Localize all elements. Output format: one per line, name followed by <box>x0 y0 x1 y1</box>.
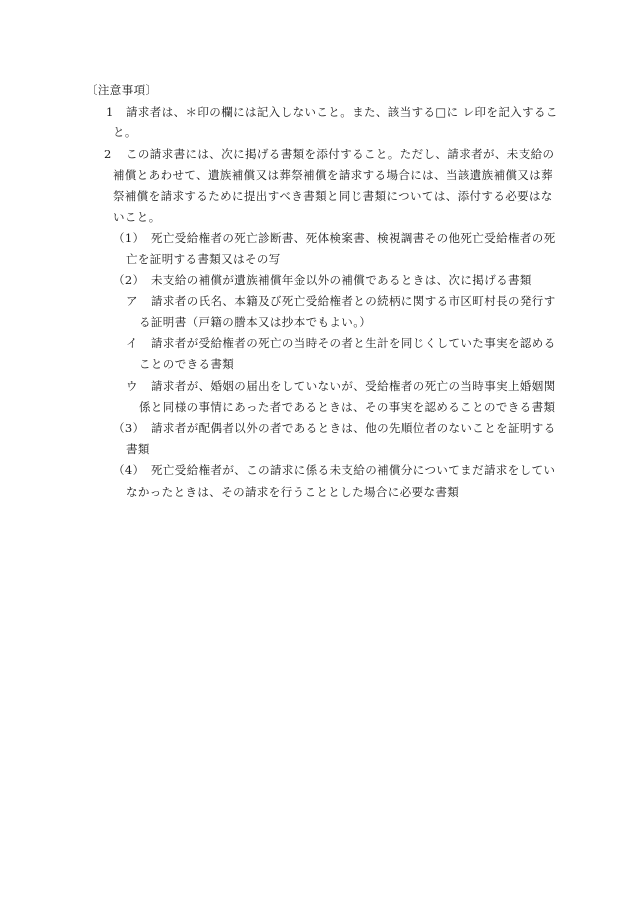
subsubitem-text-line: 請求者が受給権者の死亡の当時その者と生計を同じくしていた事実を認める <box>151 336 556 350</box>
subitem-text-line: なかったときは、その請求を行うこととした場合に必要な書類 <box>126 485 460 499</box>
notes-heading: 〔注意事項〕 <box>86 83 158 97</box>
subsubitem-text-line: 請求者の氏名、本籍及び死亡受給権者との続柄に関する市区町村長の発行す <box>151 294 556 308</box>
subsubitem-label: ウ <box>126 379 138 393</box>
item-number: 1 <box>106 105 114 119</box>
subitem-text-line: 書類 <box>126 442 150 456</box>
subsubitem-text-line: 係と同様の事情にあった者であるときは、その事実を認めることのできる書類 <box>139 400 556 414</box>
subitem-text-line: 亡を証明する書類又はその写 <box>126 252 281 266</box>
item-number: 2 <box>104 147 112 161</box>
subsubitem-text-line: る証明書（戸籍の謄本又は抄本でもよい。） <box>139 315 372 329</box>
subitem-number: （2） <box>113 273 145 287</box>
item-text-line: 祭補償を請求するために提出すべき書類と同じ書類については、添付する必要はな <box>113 189 553 203</box>
subsubitem-text-line: ことのできる書類 <box>139 357 235 371</box>
subitem-text-line: 請求者が配偶者以外の者であるときは、他の先順位者のないことを証明する <box>151 421 556 435</box>
item-text-line: いこと。 <box>113 210 161 224</box>
subsubitem-text-line: 請求者が、婚姻の届出をしていないが、受給権者の死亡の当時事実上婚姻関 <box>151 379 556 393</box>
item-text-line: この請求書には、次に掲げる書類を添付すること。ただし、請求者が、未支給の <box>126 147 555 161</box>
item-text-line: 補償とあわせて、遺族補償又は葬祭補償を請求する場合には、当該遺族補償又は葬 <box>113 168 554 182</box>
subitem-number: （3） <box>113 421 145 435</box>
subitem-text-line: 未支給の補償が遺族補償年金以外の補償であるときは、次に掲げる書類 <box>151 273 532 287</box>
item-text-line: 請求者は、＊印の欄には記入しないこと。また、該当する□に レ印を記入するこ <box>126 105 558 119</box>
subitem-number: （4） <box>113 463 145 477</box>
subsubitem-label: イ <box>126 336 138 350</box>
item-text-line: と。 <box>113 125 137 139</box>
subitem-number: （1） <box>113 231 145 245</box>
subitem-text-line: 死亡受給権者が、この請求に係る未支給の補償分についてまだ請求をしてい <box>151 463 556 477</box>
subsubitem-label: ア <box>126 294 138 308</box>
subitem-text-line: 死亡受給権者の死亡診断書、死体検案書、検視調書その他死亡受給権者の死 <box>151 231 556 245</box>
